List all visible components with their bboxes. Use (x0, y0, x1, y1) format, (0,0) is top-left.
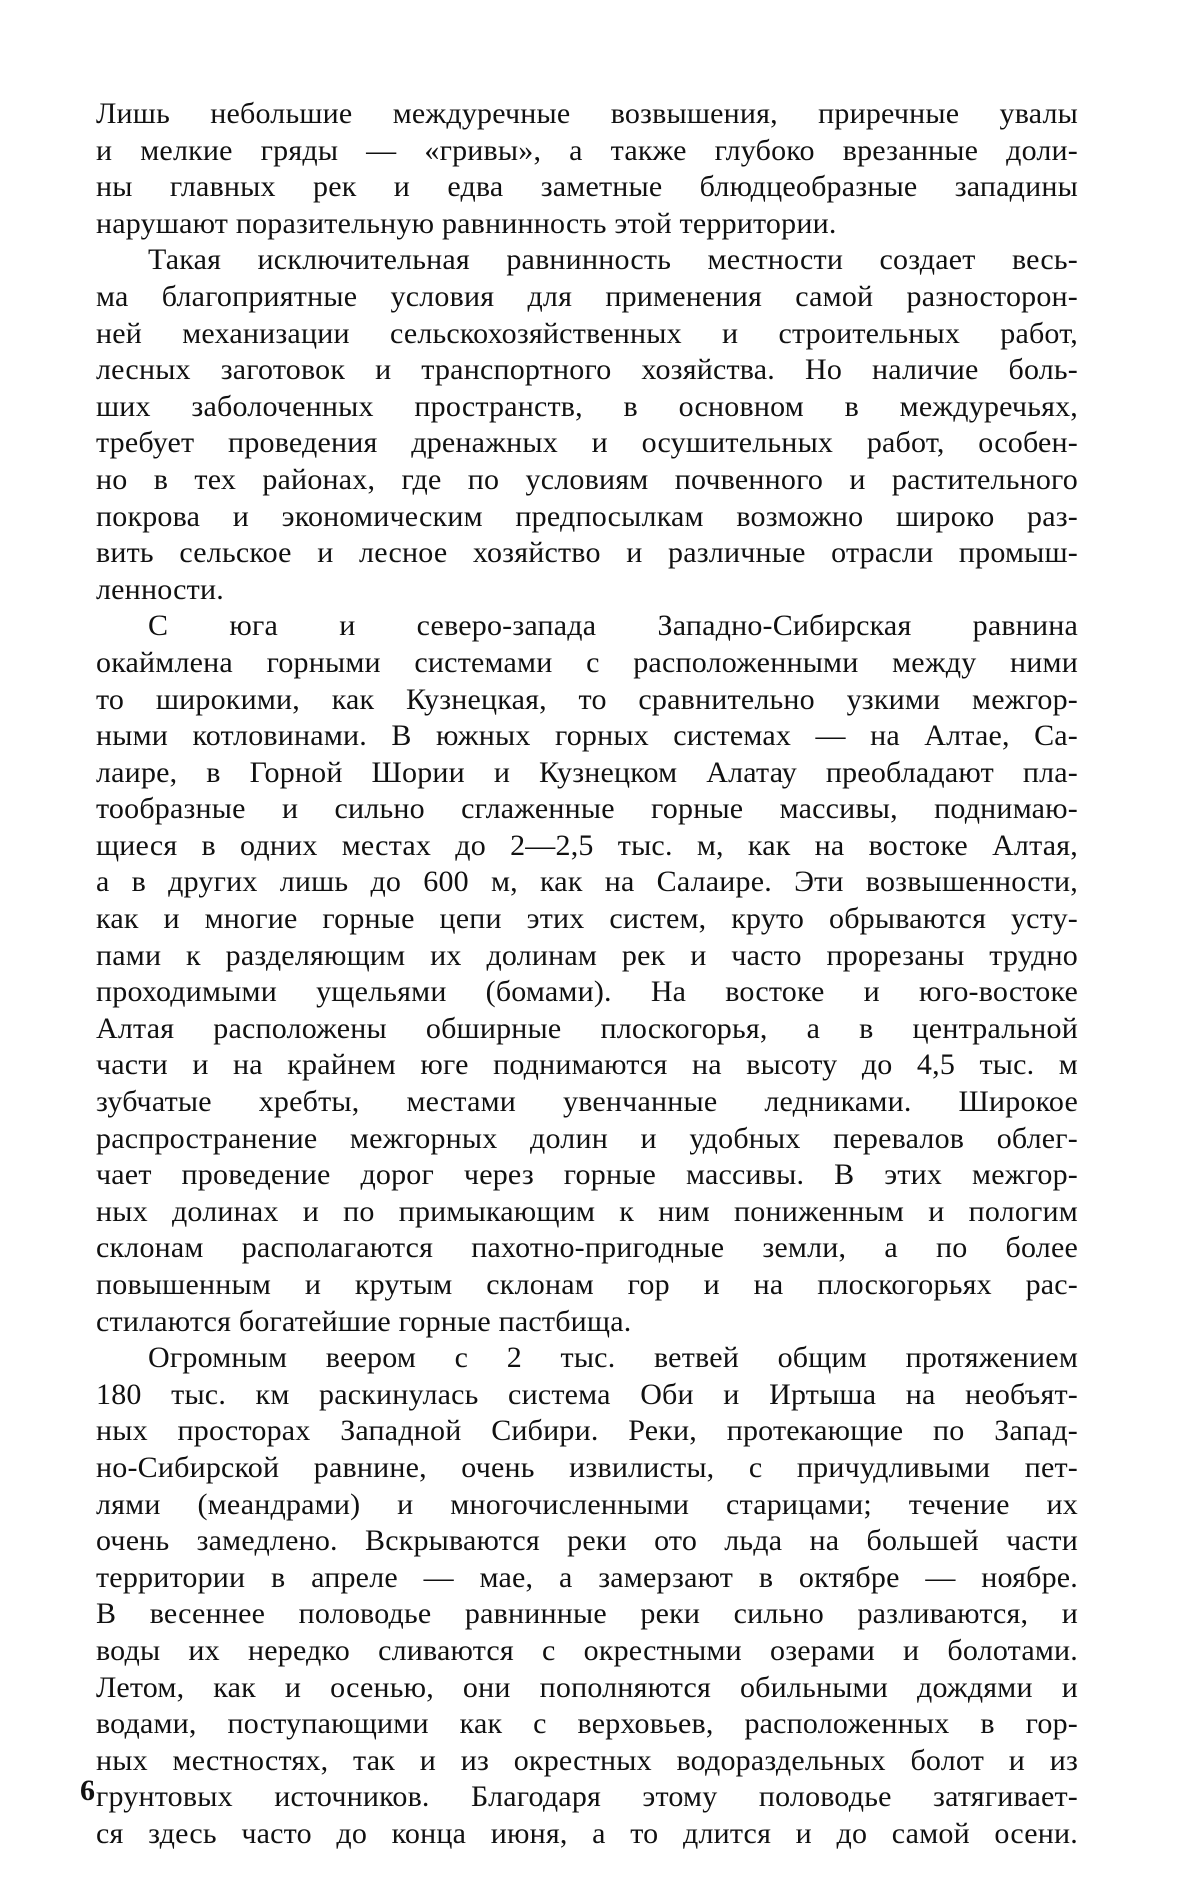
text-line: но в тех районах, где по условиям почвенного и растительного (96, 462, 1078, 499)
text-line: лями (меандрами) и многочисленными старицами; течение их (96, 1487, 1078, 1524)
text-line: Такая исключительная равнинность местности создает весь- (96, 242, 1078, 279)
text-line: вить сельское и лесное хозяйство и различные отрасли промыш- (96, 535, 1078, 572)
text-line: ших заболоченных пространств, в основном в междуречьях, (96, 389, 1078, 426)
text-line: окаймлена горными системами с расположенными между ними (96, 645, 1078, 682)
text-line: грунтовых источников. Благодаря этому половодье затягивает- (96, 1779, 1078, 1816)
text-line: тообразные и сильно сглаженные горные массивы, поднимаю- (96, 791, 1078, 828)
paragraph (96, 242, 1078, 608)
text-line: а в других лишь до 600 м, как на Салаире. Эти возвышенности, (96, 864, 1078, 901)
text-line: и мелкие гряды — «гривы», а также глубоко врезанные доли- (96, 133, 1078, 170)
text-line: то широкими, как Кузнецкая, то сравнительно узкими межгор- (96, 682, 1078, 719)
text-line: территории в апреле — мае, а замерзают в октябре — ноябре. (96, 1560, 1078, 1597)
text-line: требует проведения дренажных и осушительных работ, особен- (96, 425, 1078, 462)
text-line: нарушают поразительную равнинность этой территории. (96, 206, 1078, 243)
text-line: распространение межгорных долин и удобных перевалов облег- (96, 1121, 1078, 1158)
text-line: зубчатые хребты, местами увенчанные ледниками. Широкое (96, 1084, 1078, 1121)
text-line: повышенным и крутым склонам гор и на плоскогорьях рас- (96, 1267, 1078, 1304)
text-line: чает проведение дорог через горные массивы. В этих межгор- (96, 1157, 1078, 1194)
paragraph (96, 1340, 1078, 1852)
text-line: пами к разделяющим их долинам рек и часто прорезаны трудно (96, 938, 1078, 975)
text-line: ней механизации сельскохозяйственных и строительных работ, (96, 316, 1078, 353)
text-line: ленности. (96, 572, 1078, 609)
text-line: лесных заготовок и транспортного хозяйства. Но наличие боль- (96, 352, 1078, 389)
text-line: Алтая расположены обширные плоскогорья, а в центральной (96, 1011, 1078, 1048)
text-line: ных долинах и по примыкающим к ним пониженным и пологим (96, 1194, 1078, 1231)
page-body (96, 96, 1078, 1853)
text-line: С юга и северо-запада Западно-Сибирская равнина (96, 608, 1078, 645)
text-line: склонам располагаются пахотно-пригодные земли, а по более (96, 1230, 1078, 1267)
paragraph (96, 608, 1078, 1340)
text-line: В весеннее половодье равнинные реки сильно разливаются, и (96, 1596, 1078, 1633)
text-line: ма благоприятные условия для применения самой разносторон- (96, 279, 1078, 316)
text-line: части и на крайнем юге поднимаются на высоту до 4,5 тыс. м (96, 1047, 1078, 1084)
text-line: лаире, в Горной Шории и Кузнецком Алатау преобладают пла- (96, 755, 1078, 792)
text-line: но-Сибирской равнине, очень извилисты, с причудливыми пет- (96, 1450, 1078, 1487)
text-line: проходимыми ущельями (бомами). На востоке и юго-востоке (96, 974, 1078, 1011)
text-line: воды их нередко сливаются с окрестными озерами и болотами. (96, 1633, 1078, 1670)
text-line: ны главных рек и едва заметные блюдцеобразные западины (96, 169, 1078, 206)
text-line: Лишь небольшие междуречные возвышения, приречные увалы (96, 96, 1078, 133)
text-line: Летом, как и осенью, они пополняются обильными дождями и (96, 1670, 1078, 1707)
text-line: ных местностях, так и из окрестных водораздельных болот и из (96, 1743, 1078, 1780)
text-line: Огромным веером с 2 тыс. ветвей общим протяжением (96, 1340, 1078, 1377)
text-line: ся здесь часто до конца июня, а то длится и до самой осени. (96, 1816, 1078, 1853)
text-line: 180 тыс. км раскинулась система Оби и Иртыша на необъят- (96, 1377, 1078, 1414)
text-line: водами, поступающими как с верховьев, расположенных в гор- (96, 1706, 1078, 1743)
text-line: как и многие горные цепи этих систем, круто обрываются усту- (96, 901, 1078, 938)
text-line: ных просторах Западной Сибири. Реки, протекающие по Запад- (96, 1413, 1078, 1450)
text-line: щиеся в одних местах до 2—2,5 тыс. м, как на востоке Алтая, (96, 828, 1078, 865)
paragraph (96, 96, 1078, 242)
page-number: 6 (80, 1774, 95, 1808)
text-line: очень замедлено. Вскрываются реки ото льда на большей части (96, 1523, 1078, 1560)
text-line: покрова и экономическим предпосылкам возможно широко раз- (96, 499, 1078, 536)
text-line: ными котловинами. В южных горных системах — на Алтае, Са- (96, 718, 1078, 755)
text-line: стилаются богатейшие горные пастбища. (96, 1304, 1078, 1341)
